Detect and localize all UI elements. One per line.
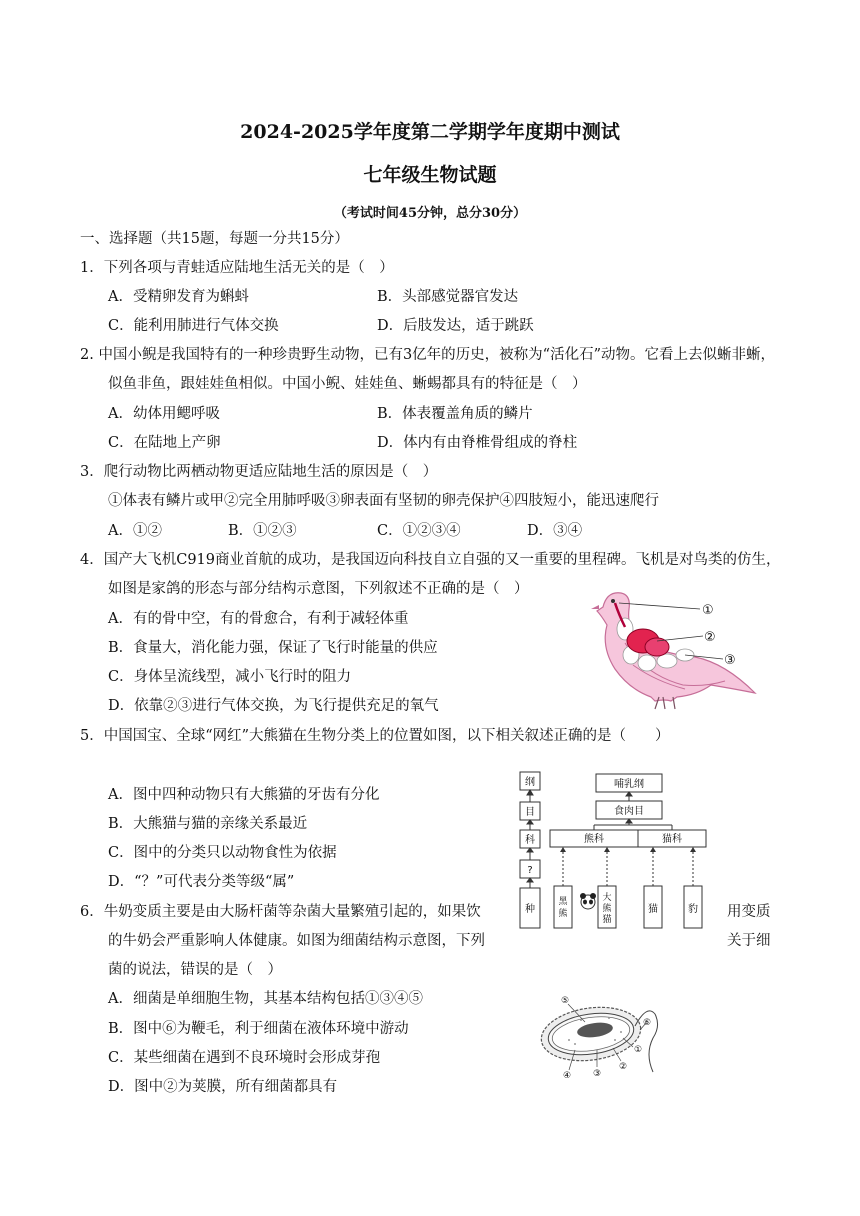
exam-info: （考试时间45分钟，总分30分）	[333, 206, 527, 221]
q4-option-b: B．食量大，消化能力强，保证了飞行时能量的供应	[108, 640, 438, 656]
rank-order: 目	[525, 807, 535, 818]
q1-option-d: D．后肢发达，适于跳跃	[377, 318, 534, 334]
family-box-bear: 熊科	[584, 834, 604, 845]
rank-family: 科	[525, 835, 535, 846]
order-box-label: 食肉目	[614, 806, 644, 817]
exam-subtitle: 七年级生物试题	[363, 164, 497, 186]
species-leopard: 豹	[688, 904, 698, 915]
bacterium-label-4: ④	[562, 1071, 572, 1081]
bacterium-label-5: ⑤	[560, 996, 570, 1006]
q5-option-d: D．“？”可代表分类等级“属”	[108, 874, 295, 890]
rank-species: 种	[525, 904, 535, 915]
q1-option-a: A．受精卵发育为蝌蚪	[108, 289, 249, 305]
q6-option-a: A．细菌是单细胞生物，其基本结构包括①③④⑤	[108, 991, 423, 1007]
q6-stem-line2a: 的牛奶会严重影响人体健康。如图为细菌结构示意图，下列	[108, 933, 485, 949]
svg-text:大: 大	[602, 893, 612, 903]
exam-title: 2024-2025学年度第二学期学年度期中测试	[240, 121, 620, 143]
svg-text:黑: 黑	[558, 897, 568, 907]
q2-option-c: C．在陆地上产卵	[108, 435, 221, 451]
q6-option-d: D．图中②为荚膜，所有细菌都具有	[108, 1079, 338, 1095]
pigeon-figure	[585, 585, 765, 710]
q1-stem: 1．下列各项与青蛙适应陆地生活无关的是（ ）	[80, 260, 394, 276]
pigeon-label-1: ①	[702, 603, 714, 618]
svg-text:熊: 熊	[602, 904, 612, 914]
pigeon-label-2: ②	[704, 630, 716, 645]
q1-option-c: C．能利用肺进行气体交换	[108, 318, 279, 334]
q6-option-c: C．某些细菌在遇到不良环境时会形成芽孢	[108, 1050, 381, 1066]
species-cat: 猫	[648, 904, 658, 915]
q3-items: ①体表有鳞片或甲②完全用肺呼吸③卵表面有坚韧的卵壳保护④四肢短小，能迅速爬行	[108, 493, 659, 509]
q6-stem-line3: 菌的说法，错误的是（ ）	[108, 962, 282, 978]
rank-class: 纲	[525, 777, 535, 788]
q4-option-a: A．有的骨中空，有的骨愈合，有利于减轻体重	[108, 611, 409, 627]
q6-stem-line1a: 6．牛奶变质主要是由大肠杆菌等杂菌大量繁殖引起的，如果饮	[80, 904, 481, 920]
taxonomy-figure	[512, 768, 722, 938]
q4-stem-line1: 4．国产大飞机C919商业首航的成功，是我国迈向科技自立自强的又一重要的里程碑。飞机是对鸟类的仿生，	[80, 552, 781, 568]
q2-stem-line2: 似鱼非鱼，跟娃娃鱼相似。中国小鲵、娃娃鱼、蜥蜴都具有的特征是（ ）	[108, 376, 587, 392]
q3-option-c: C．①②③④	[377, 523, 461, 539]
q5-option-c: C．图中的分类只以动物食性为依据	[108, 845, 337, 861]
class-box-label: 哺乳纲	[614, 779, 644, 790]
q3-option-d: D．③④	[527, 523, 583, 539]
q2-option-b: B．体表覆盖角质的鳞片	[377, 406, 533, 422]
bacterium-label-3: ③	[592, 1069, 602, 1079]
panda-icon	[580, 893, 596, 909]
pigeon-label-3: ③	[724, 653, 736, 668]
rank-unknown: ?	[527, 865, 533, 876]
q6-stem-line2b: 关于细	[727, 933, 771, 949]
q5-option-a: A．图中四种动物只有大熊猫的牙齿有分化	[108, 787, 380, 803]
family-box-cat: 猫科	[662, 834, 682, 845]
q5-stem: 5．中国国宝、全球“网红”大熊猫在生物分类上的位置如图，以下相关叙述正确的是（ ）	[80, 728, 670, 744]
q2-stem-line1: 2. 中国小鲵是我国特有的一种珍贵野生动物，已有3亿年的历史，被称为“活化石”动物。它看上去似蜥非蜥，	[80, 347, 775, 363]
q3-option-b: B．①②③	[228, 523, 297, 539]
bacterium-label-2: ②	[618, 1062, 628, 1072]
q6-option-b: B．图中⑥为鞭毛，利于细菌在液体环境中游动	[108, 1021, 409, 1037]
q2-option-d: D．体内有由脊椎骨组成的脊柱	[377, 435, 578, 451]
q3-option-a: A．①②	[108, 523, 162, 539]
q4-stem-line2: 如图是家鸽的形态与部分结构示意图，下列叙述不正确的是（ ）	[108, 581, 529, 597]
q1-option-b: B．头部感觉器官发达	[377, 289, 519, 305]
bacterium-label-1: ①	[633, 1045, 643, 1055]
svg-text:猫: 猫	[602, 915, 612, 925]
bacterium-label-6: ⑥	[642, 1018, 652, 1028]
species-giant-panda	[602, 891, 612, 925]
q2-option-a: A．幼体用鳃呼吸	[108, 406, 220, 422]
q4-option-c: C．身体呈流线型，减小飞行时的阻力	[108, 669, 352, 685]
section-heading: 一、选择题（共15题，每题一分共15分）	[80, 231, 349, 247]
q4-option-d: D．依靠②③进行气体交换，为飞行提供充足的氧气	[108, 698, 439, 714]
svg-text:熊: 熊	[558, 909, 568, 919]
bacterium-figure	[535, 990, 665, 1085]
q6-stem-line1b: 用变质	[727, 904, 771, 920]
q5-option-b: B．大熊猫与猫的亲缘关系最近	[108, 816, 308, 832]
q3-stem: 3．爬行动物比两栖动物更适应陆地生活的原因是（ ）	[80, 464, 438, 480]
